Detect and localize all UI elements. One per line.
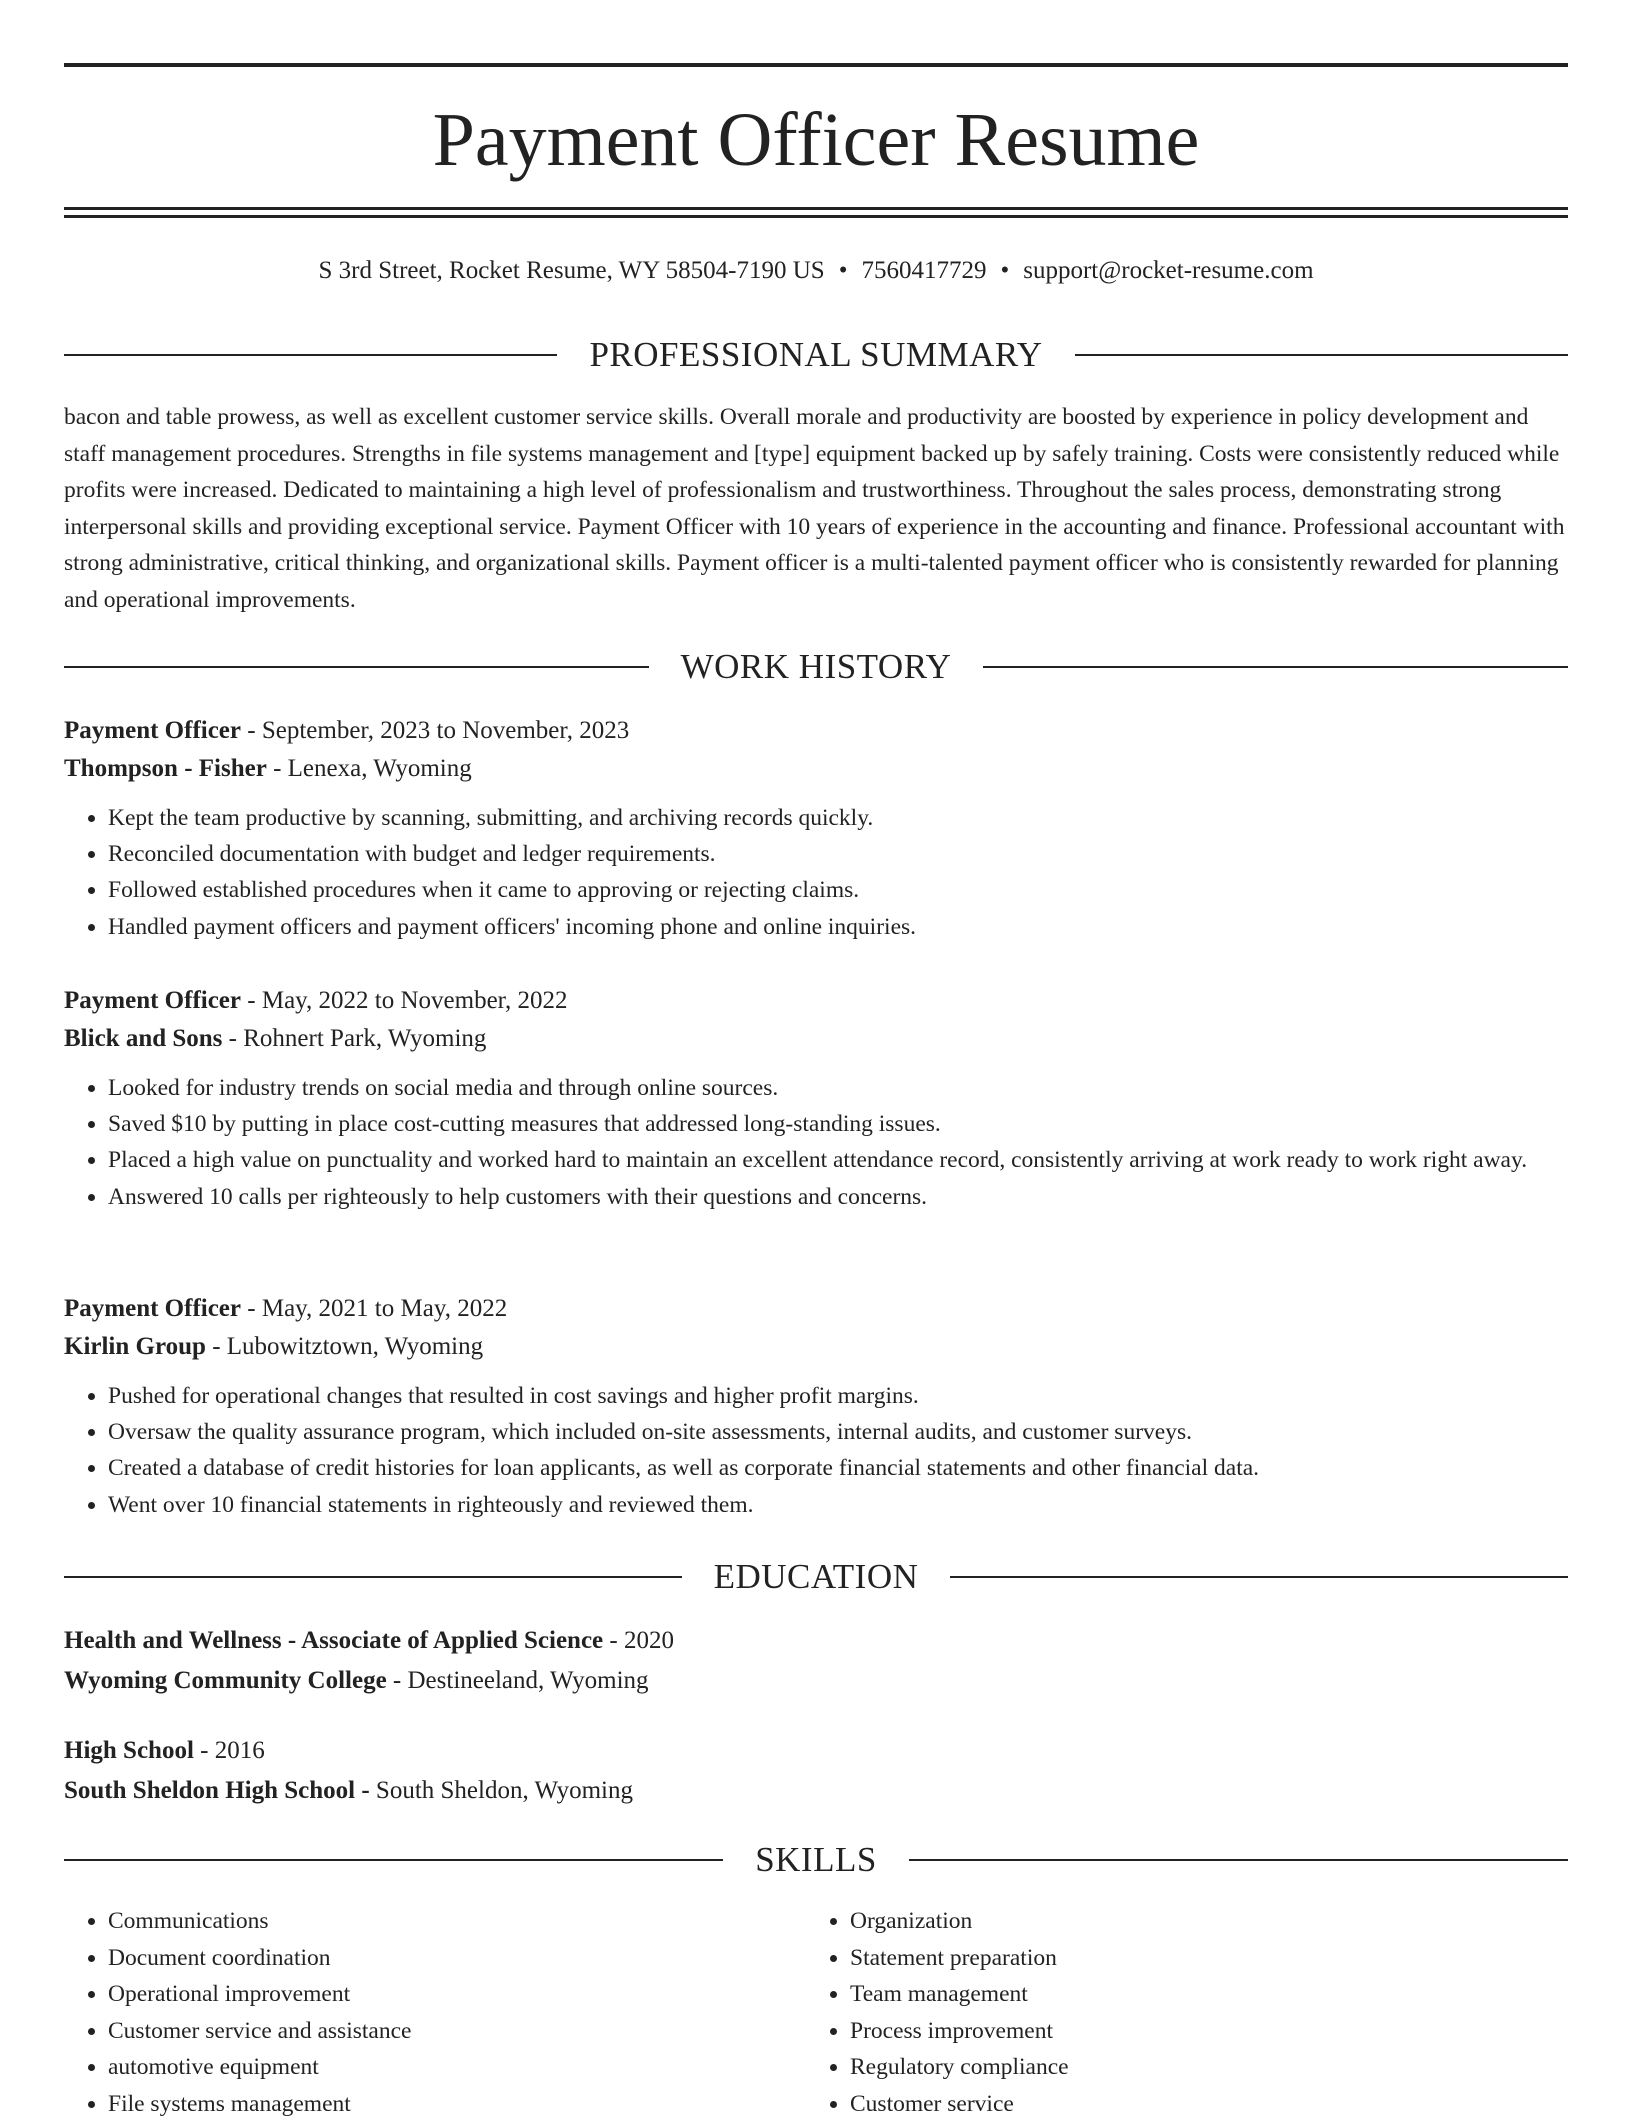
header-rule-upper: [64, 207, 1568, 210]
summary-paragraph: bacon and table prowess, as well as excellent customer service skills. Overall morale and productivity are boosted by experience in policy development and staff management procedures. Strengths in file systems management and [type] equipment backed up by safely training. Costs were consistently reduced while profits were increased. Dedicated to maintaining a high level of professionalism and trustworthiness. Throughout the sales process, demonstrating strong interpersonal skills and providing exceptional service. Payment Officer with 10 years of experience in the accounting and finance. Professional accountant with strong administrative, critical thinking, and organizational skills. Payment officer is a multi-talented payment officer who is consistently rewarded for planning and operational improvements.: [64, 404, 1565, 613]
job-entry: [64, 1290, 1568, 1523]
heading-rule: [64, 1576, 682, 1578]
skills-list-left: [64, 1903, 762, 2123]
skill-item: • Customer service and assistance: [108, 2013, 762, 2050]
list-item: • Answered 10 calls per righteously to help customers with their questions and concerns.: [108, 1179, 1568, 1215]
heading-label: WORK HISTORY: [680, 647, 952, 686]
heading-rule: [909, 1859, 1568, 1861]
heading-rule: [983, 666, 1568, 668]
heading-label: EDUCATION: [713, 1557, 919, 1596]
job-entry: [64, 712, 1568, 945]
contact-line: [64, 253, 1568, 289]
heading-label: SKILLS: [755, 1840, 877, 1879]
job-bullets: [64, 1378, 1568, 1523]
list-item: • Saved $10 by putting in place cost-cutting measures that addressed long-standing issues.: [108, 1106, 1568, 1142]
skill-item: • Organization: [850, 1903, 1504, 1940]
degree: Health and Wellness - Associate of Applied Science: [64, 1627, 604, 1654]
list-item: • Kept the team productive by scanning, submitting, and archiving records quickly.: [108, 800, 1568, 836]
school-location: - Destineeland, Wyoming: [386, 1667, 649, 1694]
contact-phone: 7560417729: [861, 257, 987, 284]
contact-separator: •: [1000, 257, 1010, 284]
heading-rule: [950, 1576, 1568, 1578]
list-item: • Handled payment officers and payment officers' incoming phone and online inquiries.: [108, 909, 1568, 945]
job-dates: - May, 2022 to November, 2022: [241, 987, 568, 1014]
degree-year: - 2020: [603, 1627, 674, 1654]
job-bullets: [64, 800, 1568, 945]
page-title: Payment Officer Resume: [432, 98, 1200, 182]
school-line: [64, 1772, 1568, 1810]
skill-item: • Regulatory compliance: [850, 2049, 1504, 2086]
heading-rule: [1075, 354, 1568, 356]
skill-item: • Team management: [850, 1976, 1504, 2013]
skill-item: • Statement preparation: [850, 1940, 1504, 1977]
header-top-rule: [64, 63, 1568, 67]
education-entry: [64, 1732, 1568, 1810]
section-heading-skills: [64, 1838, 1568, 1882]
school-line: [64, 1662, 1568, 1700]
contact-address: S 3rd Street, Rocket Resume, WY 58504-7190 US: [318, 257, 825, 284]
skill-item: • Operational improvement: [108, 1976, 762, 2013]
skills-columns: [64, 1903, 1568, 2123]
job-company: Kirlin Group: [64, 1333, 206, 1360]
contact-email: support@rocket-resume.com: [1023, 257, 1314, 284]
list-item: • Placed a high value on punctuality and worked hard to maintain an excellent attendance record, consistently arriving at work ready to work right away.: [108, 1142, 1568, 1178]
job-dates: - May, 2021 to May, 2022: [241, 1295, 508, 1322]
skill-item: • automotive equipment: [108, 2049, 762, 2086]
heading-label: PROFESSIONAL SUMMARY: [589, 335, 1043, 374]
list-item: • Followed established procedures when it came to approving or rejecting claims.: [108, 872, 1568, 908]
section-heading-summary: [64, 333, 1568, 377]
skill-item: • Document coordination: [108, 1940, 762, 1977]
degree: High School: [64, 1737, 194, 1764]
list-item: • Looked for industry trends on social media and through online sources.: [108, 1070, 1568, 1106]
job-dates: - September, 2023 to November, 2023: [241, 717, 630, 744]
header-rule-lower: [64, 215, 1568, 218]
job-title: Payment Officer: [64, 717, 242, 744]
school-location: South Sheldon, Wyoming: [369, 1777, 634, 1804]
skill-item: • Process improvement: [850, 2013, 1504, 2050]
education-entry: [64, 1622, 1568, 1700]
job-company: Blick and Sons: [64, 1025, 223, 1052]
job-title: Payment Officer: [64, 1295, 242, 1322]
job-company-line: [64, 1328, 1568, 1366]
job-location: - Lubowitztown, Wyoming: [205, 1333, 484, 1360]
job-title-line: [64, 1290, 1568, 1328]
job-company-line: [64, 750, 1568, 788]
list-item: • Pushed for operational changes that resulted in cost savings and higher profit margins.: [108, 1378, 1568, 1414]
heading-rule: [64, 1859, 723, 1861]
job-title-line: [64, 712, 1568, 750]
school: Wyoming Community College: [64, 1667, 387, 1694]
heading-rule: [64, 666, 649, 668]
skills-list-right: [806, 1903, 1504, 2123]
job-company-line: [64, 1020, 1568, 1058]
list-item: • Oversaw the quality assurance program, which included on-site assessments, internal audits, and customer surveys.: [108, 1414, 1568, 1450]
job-title: Payment Officer: [64, 987, 242, 1014]
list-item: • Created a database of credit histories for loan applicants, as well as corporate financial statements and other financial data.: [108, 1450, 1568, 1486]
job-company: Thompson - Fisher: [64, 755, 267, 782]
section-heading-work-history: [64, 645, 1568, 689]
degree-line: [64, 1622, 1568, 1660]
heading-rule: [64, 354, 557, 356]
degree-year: - 2016: [193, 1737, 265, 1764]
job-entry: [64, 982, 1568, 1215]
skill-item: • Customer service: [850, 2086, 1504, 2123]
job-location: - Rohnert Park, Wyoming: [222, 1025, 487, 1052]
contact-separator: •: [838, 257, 848, 284]
degree-line: [64, 1732, 1568, 1770]
list-item: • Went over 10 financial statements in righteously and reviewed them.: [108, 1487, 1568, 1523]
skill-item: • File systems management: [108, 2086, 762, 2123]
job-title-line: [64, 982, 1568, 1020]
job-location: - Lenexa, Wyoming: [266, 755, 472, 782]
skill-item: • Communications: [108, 1903, 762, 1940]
job-bullets: [64, 1070, 1568, 1215]
list-item: • Reconciled documentation with budget and ledger requirements.: [108, 836, 1568, 872]
section-heading-education: [64, 1555, 1568, 1599]
school: South Sheldon High School -: [64, 1777, 370, 1804]
